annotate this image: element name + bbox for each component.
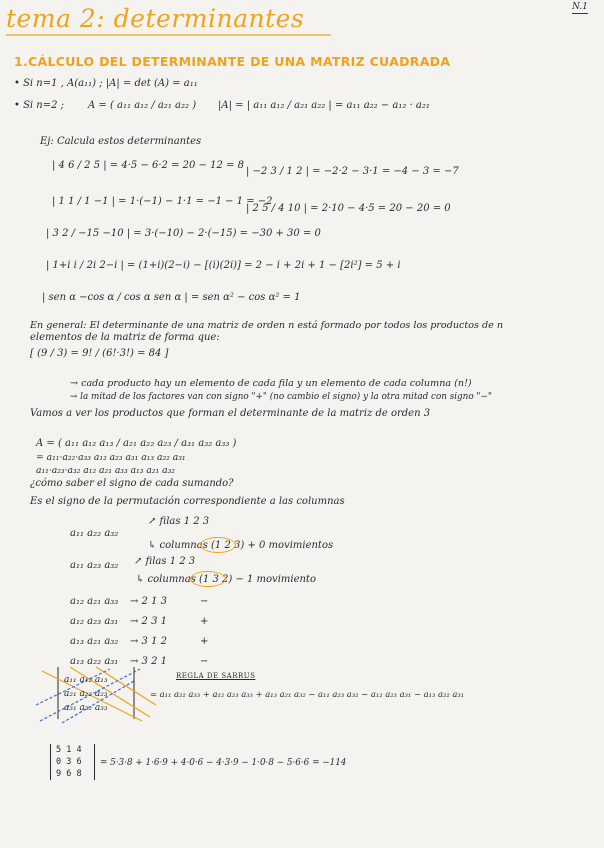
sarrus-expansion: = a₁₁ a₂₂ a₃₃ + a₁₂ a₂₃ a₃₃ + a₁₃ a₂₁ a₃₂ − a₁₁ a₂₃ a₃₂ − a₁₂ a₂₃ a₃₁ − a₁₃ a₂₂ a₃₁ <box>150 689 465 699</box>
det-example-4: | 2 5 / 4 10 | = 2·10 − 4·5 = 20 − 20 = 0 <box>246 203 451 214</box>
page-number: N.1 <box>572 2 588 12</box>
permutation-item-term: a₁₃ a₂₂ a₃₁ <box>70 656 119 667</box>
page-title: tema 2: determinantes <box>6 4 305 33</box>
order-3-products-row-1: = a₁₁·a₂₂·a₃₃ a₁₂ a₂₃ a₃₁ a₁₃ a₂₂ a₃₁ <box>36 452 186 463</box>
permutation-item-sign: + <box>200 636 209 647</box>
final-det-right-bar <box>94 744 95 780</box>
permutation-item-columns: → 2 1 3 <box>130 596 168 607</box>
order-3-intro: Vamos a ver los productos que forman el determinante de la matriz de orden 3 <box>30 408 431 419</box>
rule-arrow-1: → cada producto hay un elemento de cada fila y un elemento de cada columna (n!) <box>70 378 472 389</box>
permutation-term-1-cols: ↳ columnas (1 2 3) + 0 movimientos <box>148 540 334 551</box>
final-determinant-result: = 5·3·8 + 1·6·9 + 4·0·6 − 4·3·9 − 1·0·8 − 5·6·6 = −114 <box>100 758 347 768</box>
permutation-term-1-rows: ↗ filas 1 2 3 <box>148 516 210 527</box>
circle-highlight-132 <box>190 571 226 587</box>
case-n2-label: • Si n=2 ; <box>14 100 65 111</box>
permutation-item-columns: → 2 3 1 <box>130 616 168 627</box>
order-3-products-row-2: a₁₁·a₂₃·a₃₂ a₁₂ a₂₁ a₃₃ a₁₃ a₂₁ a₃₂ <box>36 465 175 476</box>
page-number-underline <box>572 13 588 14</box>
circle-highlight-123 <box>200 537 236 553</box>
case-n2-determinant: |A| = | a₁₁ a₁₂ / a₂₁ a₂₂ | = a₁₁ a₂₂ − a₁₂ · a₂₁ <box>218 100 430 111</box>
sarrus-row-1: a₁₁ a₁₂ a₁₃ <box>64 675 108 685</box>
combinatorial-note: [ (9 / 3) = 9! / (6!·3!) = 84 ] <box>30 348 169 359</box>
permutation-term-2-cols: ↳ columnas (1 3 2) − 1 movimiento <box>136 574 316 585</box>
sign-question: ¿cómo saber el signo de cada sumando? <box>30 478 234 489</box>
det-example-5: | 3 2 / −15 −10 | = 3·(−10) − 2·(−15) = −30 + 30 = 0 <box>46 228 321 239</box>
case-n1: • Si n=1 , A(a₁₁) ; |A| = det (A) = a₁₁ <box>14 78 198 89</box>
permutation-item-columns: → 3 2 1 <box>130 656 168 667</box>
permutation-term-2: a₁₁ a₂₃ a₃₂ <box>70 560 119 571</box>
final-det-left-bar <box>50 744 51 780</box>
det-example-2: | −2 3 / 1 2 | = −2·2 − 3·1 = −4 − 3 = −7 <box>246 166 459 177</box>
general-rule-line-2: elementos de la matriz de forma que: <box>30 332 220 343</box>
order-3-matrix: A = ( a₁₁ a₁₂ a₁₃ / a₂₁ a₂₂ a₂₃ / a₃₁ a₃₂ a₃₃ ) <box>36 438 237 449</box>
title-underline <box>6 34 331 36</box>
final-matrix-row-3: 9 6 8 <box>56 769 82 779</box>
final-matrix-row-1: 5 1 4 <box>56 745 82 755</box>
permutation-item-sign: − <box>200 656 209 667</box>
det-example-1: | 4 6 / 2 5 | = 4·5 − 6·2 = 20 − 12 = 8 <box>52 160 244 171</box>
sign-answer: Es el signo de la permutación correspondiente a las columnas <box>30 496 345 507</box>
permutation-term-2-rows: ↗ filas 1 2 3 <box>134 556 196 567</box>
general-rule-line-1: En general: El determinante de una matriz de orden n está formado por todos los productos de n <box>30 320 504 331</box>
permutation-item-term: a₁₂ a₂₁ a₃₃ <box>70 596 119 607</box>
permutation-term-1: a₁₁ a₂₂ a₃₂ <box>70 528 119 539</box>
final-matrix-row-2: 0 3 6 <box>56 757 82 767</box>
case-n2-matrix: A = ( a₁₁ a₁₂ / a₂₁ a₂₂ ) <box>88 100 197 111</box>
permutation-item-columns: → 3 1 2 <box>130 636 168 647</box>
sarrus-row-2: a₂₁ a₂₂ a₂₃ <box>64 689 108 699</box>
permutation-item-sign: + <box>200 616 209 627</box>
permutation-item-term: a₁₂ a₂₃ a₃₁ <box>70 616 119 627</box>
sarrus-row-3: a₃₁ a₃₂ a₃₃ <box>64 703 108 713</box>
det-example-6: | 1+i i / 2i 2−i | = (1+i)(2−i) − [(i)(2i)] = 2 − i + 2i + 1 − [2i²] = 5 + i <box>46 260 401 271</box>
det-example-3: | 1 1 / 1 −1 | = 1·(−1) − 1·1 = −1 − 1 = −2 <box>52 196 273 207</box>
permutation-item-sign: − <box>200 596 209 607</box>
sarrus-rule-label: REGLA DE SARRUS <box>176 672 256 680</box>
det-example-7: | sen α −cos α / cos α sen α | = sen α² − cos α² = 1 <box>42 292 301 303</box>
rule-arrow-2: → la mitad de los factores van con signo "+" (no cambio el signo) y la otra mitad con signo "−" <box>70 392 492 402</box>
section-heading: 1.CÁLCULO DEL DETERMINANTE DE UNA MATRIZ CUADRADA <box>14 54 451 69</box>
example-heading: Ej: Calcula estos determinantes <box>40 136 202 147</box>
permutation-item-term: a₁₃ a₂₁ a₃₂ <box>70 636 119 647</box>
